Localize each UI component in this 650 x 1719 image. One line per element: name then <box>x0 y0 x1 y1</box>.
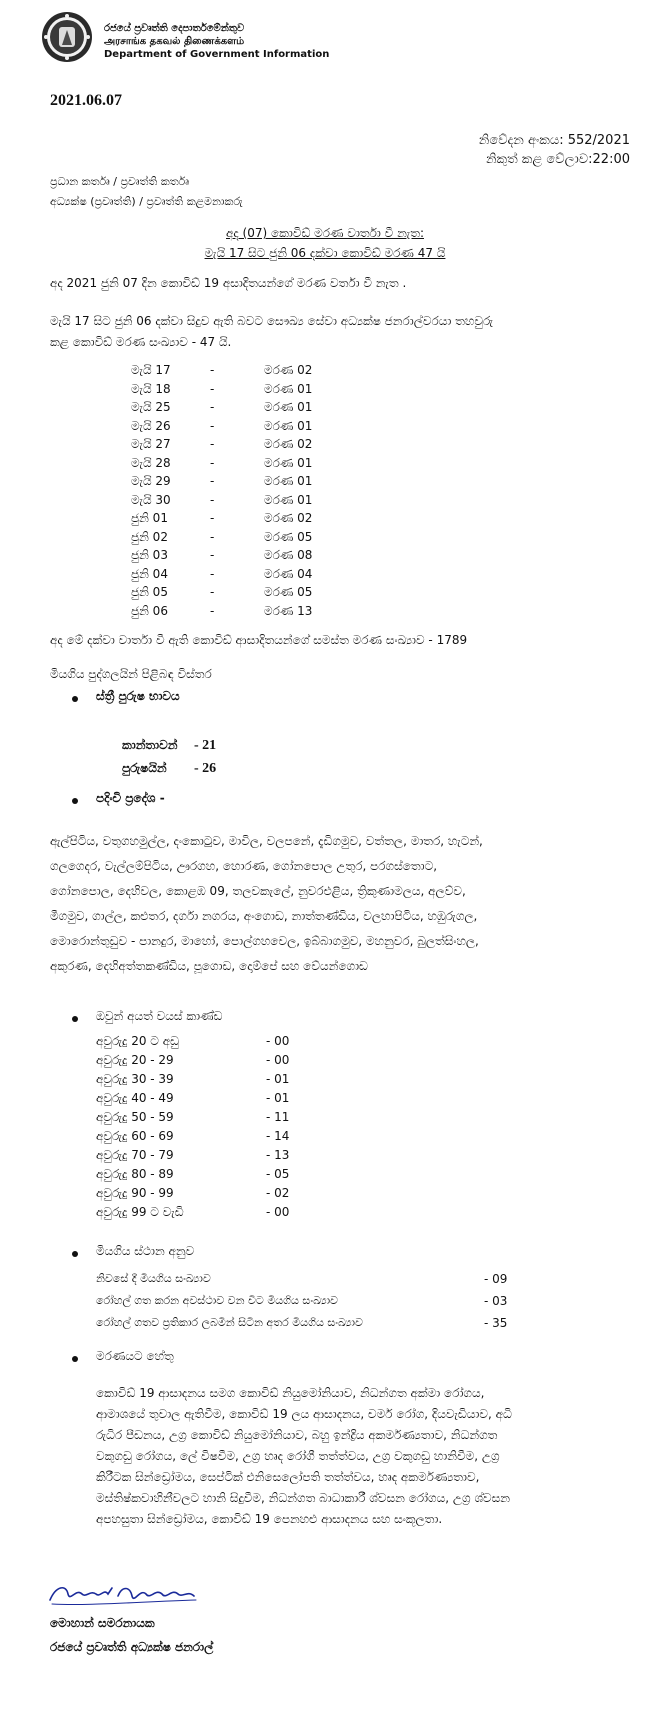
daily-dash: - <box>210 381 215 396</box>
residence-line: ඇල්පිටිය, වතුගහමුල්ල, දංකොටුව, මාවිල, වලපනේ, දැඩිගමුව, වත්තල, මාතර, හැටන්, <box>50 834 483 848</box>
daily-dash: - <box>210 548 215 562</box>
residence-line: ගලගෙදර, වැල්ලම්පිටිය, ඌරගහ, හොරණ, ගෝනපොල උතුර, පරගස්තොට, <box>50 859 438 873</box>
daily-dash: - <box>210 585 215 599</box>
daily-day: මැයි 27 <box>131 437 171 451</box>
age-label: අවුරුදු 20 ට අඩු <box>96 1034 180 1048</box>
daily-day: ජුනි 02 <box>131 529 168 544</box>
daily-deaths-table <box>0 363 650 623</box>
daily-day: ජුනි 03 <box>131 548 168 562</box>
bullet-icon <box>72 1356 78 1362</box>
recipients <box>50 172 243 212</box>
bullet-icon <box>72 1251 78 1257</box>
daily-deaths: මරණ 01 <box>264 474 313 488</box>
daily-deaths: මරණ 05 <box>264 585 313 599</box>
daily-dash: - <box>210 437 215 451</box>
signatory-title: රජයේ ප්‍රවෘත්ති අධ්‍යක්ෂ ජනරාල් <box>50 1640 214 1654</box>
place-label: නිවසේ දී මියගිය සංඛ්‍යාව <box>96 1272 211 1285</box>
daily-deaths: මරණ 01 <box>264 400 313 414</box>
causes-paragraph <box>96 1383 616 1530</box>
daily-day: මැයි 30 <box>131 492 171 507</box>
daily-dash: - <box>210 566 215 581</box>
causes-heading: මරණයට හේතු <box>96 1349 174 1363</box>
age-label: අවුරුදු 70 - 79 <box>96 1148 174 1162</box>
daily-deaths: මරණ 13 <box>264 603 313 618</box>
age-label: අවුරුදු 60 - 69 <box>96 1129 174 1143</box>
daily-dash: - <box>210 418 215 433</box>
causes-line: රුධිර පීඩනය, උග්‍ර කොවිඩ් නියුමෝනියාව, බහු ඉන්ද්‍රිය අකර්මණ්‍යතාව, නිධන්ගත <box>96 1428 498 1442</box>
age-value: - 01 <box>266 1072 290 1086</box>
female-value: - 21 <box>194 738 217 753</box>
place-value: - 03 <box>484 1294 508 1308</box>
gender-breakdown <box>122 734 216 780</box>
daily-deaths: මරණ 05 <box>264 529 313 544</box>
intro-paragraph-1: අද 2021 ජුනි 07 දින කොවිඩ් 19 අසාදිතයන්ගේ මරණ වර්තා වී නැත . <box>50 276 407 290</box>
title-line-1: අද (07) කොවිඩ් මරණ වාර්තා වී නැත: <box>226 226 424 240</box>
daily-deaths: මරණ 01 <box>264 381 313 396</box>
place-label: රෝහල් ගත කරන අවස්ථාව වන විට මියගිය සංඛ්‍යාව <box>96 1294 338 1307</box>
bullet-icon <box>72 696 78 702</box>
daily-deaths: මරණ 01 <box>264 455 313 470</box>
age-value: - 14 <box>266 1129 290 1143</box>
daily-deaths: මරණ 01 <box>264 418 313 433</box>
residence-line: අකුරණ, දෙහිඅත්තකණ්ඩිය, පූගොඩ, දොම්පේ සහ වේයන්ගොඩ <box>50 959 368 973</box>
daily-dash: - <box>210 474 215 488</box>
daily-deaths: මරණ 02 <box>264 437 313 451</box>
residence-heading: පදිංචි ප්‍රදේශ - <box>96 791 165 805</box>
age-label: අවුරුදු 20 - 29 <box>96 1053 174 1067</box>
daily-day: මැයි 18 <box>131 381 171 396</box>
female-row <box>122 734 216 757</box>
release-number: නිවේදන අංකය: 552/2021 <box>478 133 630 148</box>
department-name-block <box>104 22 329 61</box>
residence-line: ගෝනපොල, දෙහිවල, කොළඹ 09, තලවකැලේ, නුවරඑළිය, ත්‍රිකුණාමලය, අලව්ව, <box>50 884 466 898</box>
age-value: - 00 <box>266 1205 290 1219</box>
document-date: 2021.06.07 <box>50 92 122 109</box>
bullet-icon <box>72 1016 78 1022</box>
causes-line: ආමාශයේ තුවාල ඇතිවීම, කොවිඩ් 19 ලය ආසාදනය, චර්ම රෝග, දියවැඩියාව, අධි <box>96 1407 512 1421</box>
daily-dash: - <box>210 511 215 525</box>
daily-day: මැයි 28 <box>131 455 171 470</box>
signatory-name: මොහාන් සමරනායක <box>50 1616 155 1630</box>
age-value: - 01 <box>266 1091 290 1105</box>
daily-day: ජුනි 04 <box>131 566 168 581</box>
intro-line: කළ කොවිඩ් මරණ සංඛ්‍යාව - 47 යි. <box>50 335 232 349</box>
daily-dash: - <box>210 529 215 544</box>
age-label: අවුරුදු 40 - 49 <box>96 1091 174 1105</box>
intro-line: මැයි 17 සිට ජුනි 06 දක්වා සිදුව ඇති බවට සෞඛ්‍ය සේවා අධ්‍යක්ෂ ජනරාල්වරයා තහවුරු <box>50 314 493 328</box>
recipient-line: අධ්‍යක්ෂ (ප්‍රවෘත්ති) / ප්‍රවෘත්ති කළමනාකරු <box>50 195 243 208</box>
release-time: නිකුත් කළ වේලාව:22:00 <box>486 152 630 167</box>
department-name-sinhala: රජයේ ප්‍රවෘත්ති දෙපාර්තමේන්තුව <box>104 23 245 34</box>
release-info <box>420 131 630 169</box>
age-value: - 02 <box>266 1186 290 1200</box>
age-label: අවුරුදු 50 - 59 <box>96 1110 174 1124</box>
details-heading: මියගිය පුද්ගලයින් පිළිබඳ විස්තර <box>50 667 212 681</box>
place-heading: මියගිය ස්ථාන අනුව <box>96 1244 195 1258</box>
daily-deaths: මරණ 02 <box>264 363 313 377</box>
age-value: - 05 <box>266 1167 290 1181</box>
daily-day: මැයි 29 <box>131 474 171 488</box>
place-value: - 35 <box>484 1316 508 1330</box>
page-title <box>0 223 650 263</box>
male-row <box>122 757 216 780</box>
age-label: අවුරුදු 30 - 39 <box>96 1072 174 1086</box>
daily-day: මැයි 25 <box>131 400 171 414</box>
male-value: - 26 <box>194 761 217 776</box>
daily-dash: - <box>210 603 215 618</box>
daily-dash: - <box>210 363 215 377</box>
title-line-2: මැයි 17 සිට ජුනි 06 දක්වා කොවිඩ් මරණ 47 යි <box>204 246 446 260</box>
causes-line: වකුගඩු රෝගය, ලේ විෂවීම, උග්‍ර හෘද රෝගී තත්ත්වය, උග්‍ර වකුගඩු හානිවීම, උග්‍ර <box>96 1449 500 1463</box>
recipient-line: ප්‍රධාන කර්තෘ / ප්‍රවෘත්ති කර්තෘ <box>50 175 189 188</box>
causes-line: අපහසුතා සින්ඩ්‍රෝමය, කොවිඩ් 19 පෙනහළු ආසාදනය සහ සංකූලතා. <box>96 1512 443 1526</box>
age-label: අවුරුදු 90 - 99 <box>96 1186 174 1200</box>
government-emblem-icon <box>40 10 94 64</box>
age-heading: ඔවුන් අයත් වයස් කාණ්ඩ <box>96 1009 223 1023</box>
place-label: රෝහල් ගතව ප්‍රතිකාර ලබමින් සිටින අතර මියගිය සංඛ්‍යාව <box>96 1316 363 1329</box>
age-value: - 00 <box>266 1034 290 1048</box>
daily-deaths: මරණ 04 <box>264 566 313 581</box>
bullet-icon <box>72 798 78 804</box>
residence-list <box>50 829 483 979</box>
daily-day: මැයි 17 <box>131 363 171 377</box>
signature-image <box>46 1576 216 1612</box>
residence-line: මොරොන්තුඩුව - පානදුර, මාහෝ, පොල්ගහවෙල, ඉබ්බාගමුව, මහනුවර, බුලත්සිංහල, <box>50 934 479 948</box>
gender-heading: ස්ත්‍රී පුරුෂ භාවය <box>96 689 180 703</box>
place-value: - 09 <box>484 1272 508 1286</box>
daily-day: ජුනි 01 <box>131 511 168 525</box>
intro-paragraph-2 <box>50 311 493 353</box>
daily-deaths: මරණ 01 <box>264 492 313 507</box>
causes-line: කොවිඩ් 19 ආසාදනය සමග කොවිඩ් නියුමෝනියාව, නිධන්ගත අක්මා රෝගය, <box>96 1386 485 1400</box>
age-label: අවුරුදු 99 ට වැඩි <box>96 1205 184 1219</box>
residence-line: මීගමුව, ගාල්ල, කළුතර, දර්ගා නගරය, අංගොඩ, නාත්තණ්ඩිය, වලහාපිටිය, හඹුරුගල, <box>50 909 478 923</box>
female-label: කාන්තාවන් <box>122 738 178 752</box>
department-name-english: Department of Government Information <box>104 49 330 60</box>
age-label: අවුරුදු 80 - 89 <box>96 1167 174 1181</box>
male-label: පුරුෂයින් <box>122 761 167 775</box>
age-value: - 11 <box>266 1110 290 1124</box>
department-name-tamil: அரசாங்க தகவல் திணைக்களம் <box>104 36 245 47</box>
age-value: - 00 <box>266 1053 290 1067</box>
daily-dash: - <box>210 492 215 507</box>
daily-dash: - <box>210 400 215 414</box>
daily-day: ජුනි 06 <box>131 603 168 618</box>
total-deaths: අද මේ දක්වා වාර්තා වී ඇති කොවිඩ් ආසාදිතයන්ගේ සමස්ත මරණ සංඛ්‍යාව - 1789 <box>50 633 468 647</box>
daily-day: මැයි 26 <box>131 418 171 433</box>
age-value: - 13 <box>266 1148 290 1162</box>
daily-deaths: මරණ 08 <box>264 548 313 562</box>
daily-day: ජුනි 05 <box>131 585 168 599</box>
daily-dash: - <box>210 455 215 470</box>
daily-deaths: මරණ 02 <box>264 511 313 525</box>
causes-line: මස්තිෂ්කවාහිනීවලට හානි සිදුවීම, නිධන්ගත බාධාකාරී ශ්වසන රෝගය, උග්‍ර ශ්වසන <box>96 1491 511 1505</box>
causes-line: කිරීටක සින්ඩ්‍රෝමය, සෙප්ටික් එනිසෙලෝපති තත්ත්වය, හෘද අකර්මණ්‍යතාව, <box>96 1470 480 1484</box>
